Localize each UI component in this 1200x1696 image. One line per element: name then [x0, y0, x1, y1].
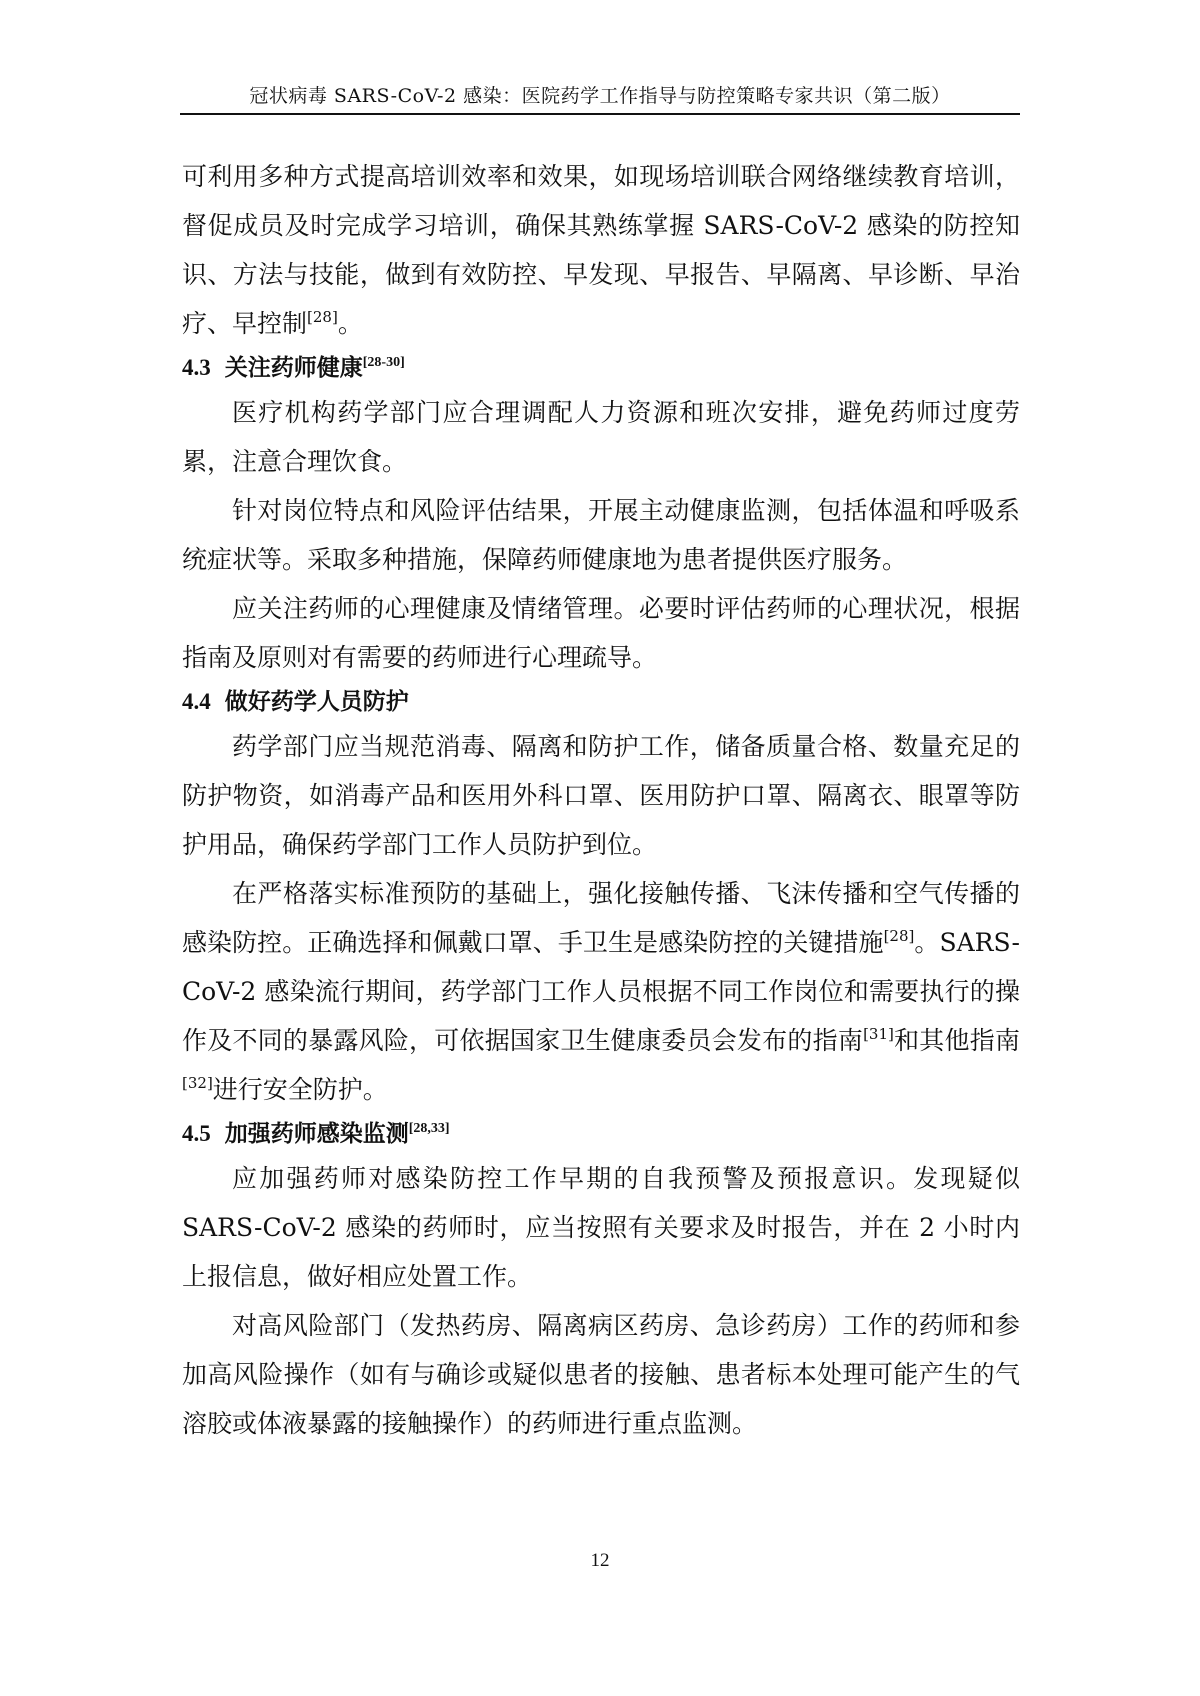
section-title: 做好药学人员防护	[224, 689, 409, 714]
paragraph-text: 。SARS-CoV-2 感染流行期间，药学部门工作人员根据不同工作岗位和需要执行的操作及不同的暴露风险，可依据国家卫生健康委员会发布的指南	[182, 928, 1020, 1055]
section-title: 关注药师健康	[224, 355, 363, 380]
paragraph: 应关注药师的心理健康及情绪管理。必要时评估药师的心理状况，根据指南及原则对有需要的药师进行心理疏导。	[182, 594, 1020, 672]
section-number: 4.5	[182, 1121, 211, 1146]
header-rule	[180, 113, 1020, 115]
paragraph-text: 在严格落实标准预防的基础上，强化接触传播、飞沫传播和空气传播的感染防控。正确选择和佩戴口罩、手卫生是感染防控的关键措施	[182, 879, 1020, 957]
citation-ref: [28]	[883, 927, 915, 945]
section-heading-4-4	[182, 682, 1020, 722]
intro-end: 。	[337, 309, 363, 338]
paragraph: 药学部门应当规范消毒、隔离和防护工作，储备质量合格、数量充足的防护物资，如消毒产品和医用外科口罩、医用防护口罩、隔离衣、眼罩等防护用品，确保药学部门工作人员防护到位。	[182, 732, 1020, 859]
paragraph-text: 进行安全防护。	[212, 1075, 388, 1104]
paragraph: 医疗机构药学部门应合理调配人力资源和班次安排，避免药师过度劳累，注意合理饮食。	[182, 398, 1020, 476]
section-title: 加强药师感染监测	[224, 1121, 409, 1146]
intro-text: 可利用多种方式提高培训效率和效果，如现场培训联合网络继续教育培训，督促成员及时完成学习培训，确保其熟练掌握 SARS-CoV-2 感染的防控知识、方法与技能，做到有效防控、早发现、早报告、早隔离、早诊断、早治疗、早控制	[182, 162, 1020, 338]
paragraph	[182, 869, 1020, 1114]
paragraph: 应加强药师对感染防控工作早期的自我预警及预报意识。发现疑似 SARS-CoV-2 感染的药师时，应当按照有关要求及时报告，并在 2 小时内上报信息，做好相应处置工作。	[182, 1164, 1020, 1291]
intro-paragraph	[182, 152, 1020, 348]
running-header: 冠状病毒 SARS-CoV-2 感染：医院药学工作指导与防控策略专家共识（第二版）	[249, 85, 951, 107]
page-content	[182, 152, 1020, 1448]
citation-ref: [28]	[307, 308, 338, 326]
section-heading-4-5	[182, 1114, 1020, 1154]
section-number: 4.4	[182, 689, 211, 714]
citation-ref: [32]	[182, 1074, 213, 1092]
paragraph: 对高风险部门（发热药房、隔离病区药房、急诊药房）工作的药师和参加高风险操作（如有与确诊或疑似患者的接触、患者标本处理可能产生的气溶胶或体液暴露的接触操作）的药师进行重点监测。	[182, 1311, 1020, 1438]
section-number: 4.3	[182, 355, 211, 380]
page-number: 12	[590, 1550, 610, 1571]
section-heading-4-3	[182, 348, 1020, 388]
paragraph-text: 和其他指南	[893, 1026, 1020, 1055]
citation-ref: [28-30]	[362, 355, 405, 370]
citation-ref: [28,33]	[408, 1121, 450, 1136]
citation-ref: [31]	[863, 1025, 894, 1043]
paragraph: 针对岗位特点和风险评估结果，开展主动健康监测，包括体温和呼吸系统症状等。采取多种措施，保障药师健康地为患者提供医疗服务。	[182, 496, 1020, 574]
